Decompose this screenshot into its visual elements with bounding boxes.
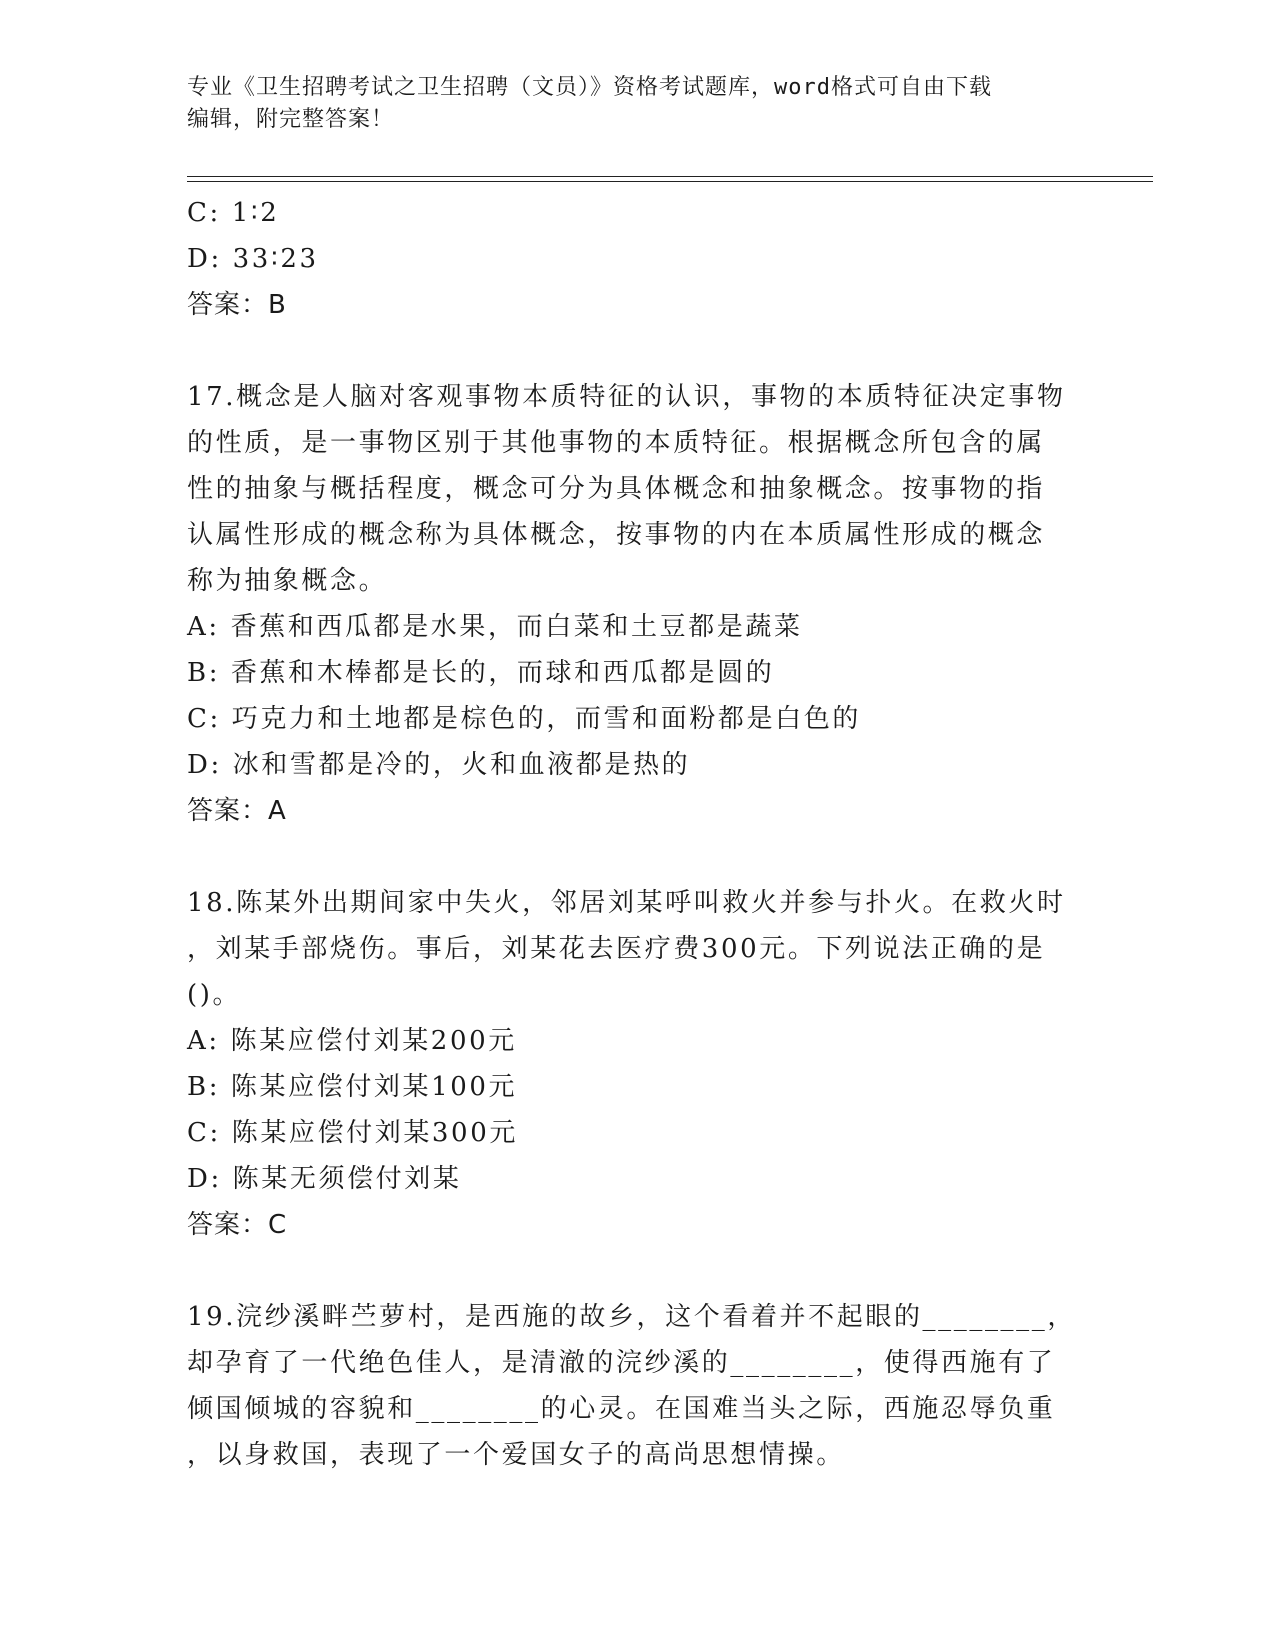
question-text-line: 称为抽象概念。 <box>187 566 388 596</box>
question-text-line: 17.概念是人脑对客观事物本质特征的认识，事物的本质特征决定事物 <box>187 382 1066 412</box>
question-18 <box>187 880 1077 1248</box>
answer: 答案：C <box>187 1210 288 1240</box>
question-text-line: 却孕育了一代绝色佳人，是清澈的浣纱溪的________，使得西施有了 <box>187 1348 1056 1378</box>
question-19 <box>187 1294 1077 1478</box>
header-line-2: 编辑，附完整答案！ <box>187 107 395 132</box>
question-17 <box>187 374 1077 834</box>
question-text-line: 倾国倾城的容貌和________的心灵。在国难当头之际，西施忍辱负重 <box>187 1394 1056 1424</box>
option-b: B: 香蕉和木棒都是长的，而球和西瓜都是圆的 <box>187 658 775 688</box>
header-rule-top <box>187 176 1153 177</box>
previous-question-tail <box>187 190 1077 328</box>
option-c: C: 陈某应偿付刘某300元 <box>187 1118 518 1148</box>
option-c: C: 1∶2 <box>187 198 280 228</box>
option-a: A: 陈某应偿付刘某200元 <box>187 1026 517 1056</box>
question-text-line: 认属性形成的概念称为具体概念，按事物的内在本质属性形成的概念 <box>187 520 1046 550</box>
question-text-line: ，刘某手部烧伤。事后，刘某花去医疗费300元。下列说法正确的是 <box>187 934 1046 964</box>
option-d: D: 33∶23 <box>187 244 319 274</box>
document-header <box>187 72 1087 136</box>
option-a: A: 香蕉和西瓜都是水果，而白菜和土豆都是蔬菜 <box>187 612 803 642</box>
question-text-line: ，以身救国，表现了一个爱国女子的高尚思想情操。 <box>187 1440 845 1470</box>
document-body <box>187 190 1077 1478</box>
answer: 答案：B <box>187 290 287 320</box>
answer: 答案：A <box>187 796 287 826</box>
header-line-1: 专业《卫生招聘考试之卫生招聘（文员）》资格考试题库，word格式可自由下载 <box>187 75 992 100</box>
option-d: D: 冰和雪都是冷的，火和血液都是热的 <box>187 750 691 780</box>
header-rule-bottom <box>187 181 1153 182</box>
question-text-line: 18.陈某外出期间家中失火，邻居刘某呼叫救火并参与扑火。在救火时 <box>187 888 1066 918</box>
question-text-line: 性的抽象与概括程度，概念可分为具体概念和抽象概念。按事物的指 <box>187 474 1046 504</box>
question-text-line: 19.浣纱溪畔苎萝村，是西施的故乡，这个看着并不起眼的________， <box>187 1302 1076 1332</box>
question-text-line: ()。 <box>187 980 242 1010</box>
question-text-line: 的性质，是一事物区别于其他事物的本质特征。根据概念所包含的属 <box>187 428 1046 458</box>
option-d: D: 陈某无须偿付刘某 <box>187 1164 462 1194</box>
option-b: B: 陈某应偿付刘某100元 <box>187 1072 518 1102</box>
option-c: C: 巧克力和土地都是棕色的，而雪和面粉都是白色的 <box>187 704 861 734</box>
